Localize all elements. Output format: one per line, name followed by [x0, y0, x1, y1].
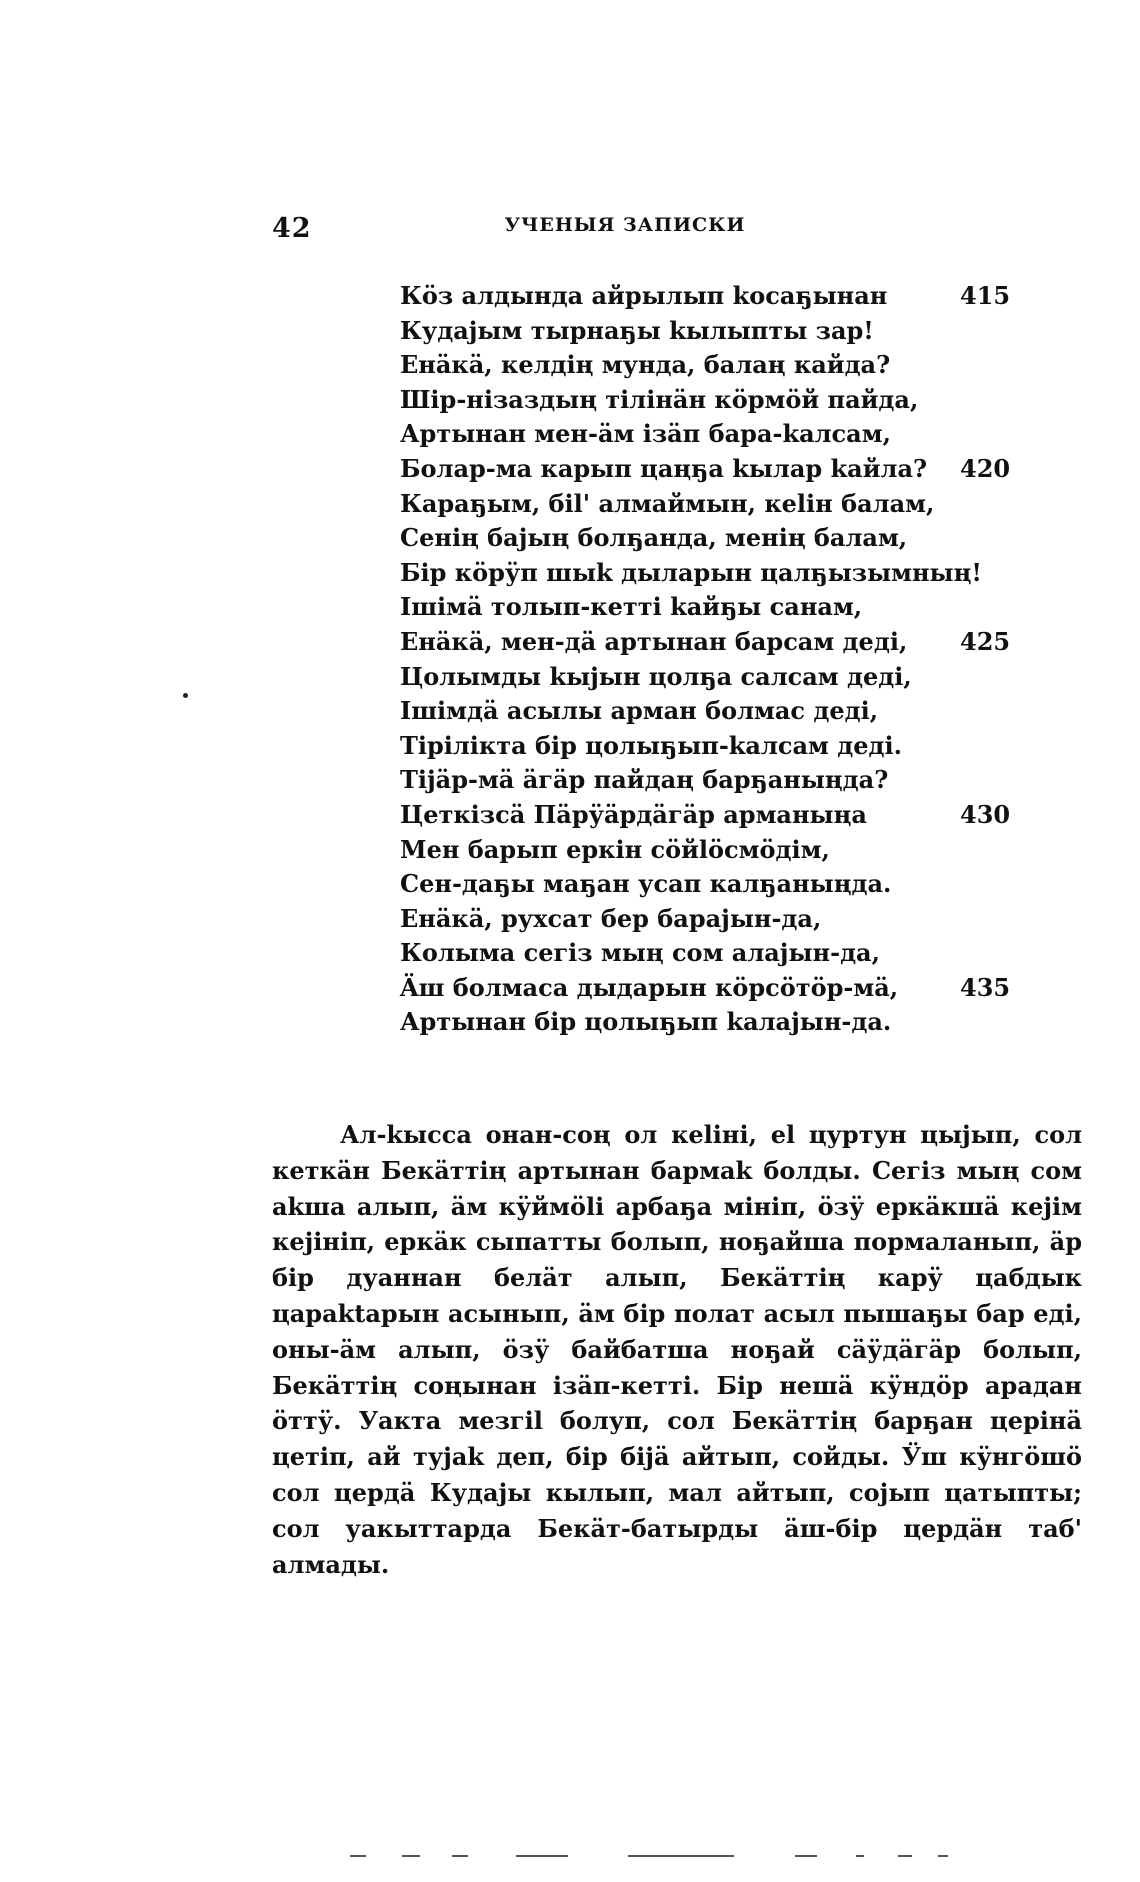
poem-block [400, 279, 1020, 1040]
poem-line-text: Енäкä, рухсат бер барајын-да, [400, 903, 822, 933]
poem-line-text: Кудајым тырнаҕы kылыпты зар! [400, 315, 874, 345]
margin-dot [183, 693, 188, 698]
poem-line-text: Сен-даҕы маҕан усап калҕаныңда. [400, 869, 892, 899]
poem-line [400, 314, 1020, 349]
poem-line-text: Тіјäр-мä äгäр пайдаң барҕаныңда? [400, 765, 889, 795]
poem-line [400, 902, 1020, 937]
poem-line-text: Сенің бајың болҕанда, менің балам, [400, 523, 908, 553]
poem-line [400, 625, 1020, 660]
poem-line-text: Караҕым, біl' алмаймын, кеlін балам, [400, 488, 935, 518]
poem-line [400, 452, 1020, 487]
poem-line [400, 763, 1020, 798]
poem-line [400, 1005, 1020, 1040]
poem-line [400, 833, 1020, 868]
poem-line-text: Цолымды kыјын цолҕа салсам деді, [400, 661, 912, 691]
poem-line [400, 936, 1020, 971]
line-number: 420 [960, 453, 1011, 483]
line-number: 430 [960, 799, 1011, 829]
prose-paragraph: Ал-kысса онан-соң ол кеlіні, el цуртун цыјып, сол кеткäн Бекäттің артынан бармаk болды. Сегіз мың сом аkша алып, äм кӱймӧlі арбаҕа мініп, ӧзӱ еркäкшä кејім кејініп, еркäк сыпатты болып, ноҕайша пормаланып, äр бір дуаннан белäт алып, Бекäттің карӱ цабдык цараktарын асынып, äм бір полат асыл пышаҕы бар еді, оны-äм алып, ӧзӱ байбатша ноҕай сäӱдäгäр болып, Бекäттің соңынан ізäп-кетті. Бір нешä кӱндӧр арадан ӧттӱ. Уакта мезгіl болуп, сол Бекäттің барҕан церінä цетіп, ай тујаk деп, бір біјä айтып, сойды. Ӱш кӱнгӧшӧ сол цердä Кудајы кылып, мал айтып, сојып цатыпты; сол уакыттарда Бекäт-батырды äш-бір цердäн таб' алмады. [272, 1120, 1082, 1579]
poem-line-text: Мен барып еркін сӧйlӧсмӧдім, [400, 834, 830, 864]
poem-line-text: Кӧз алдында айрылып kосаҕынан [400, 281, 888, 310]
running-header-title: УЧЕНЫЯ ЗАПИСКИ [504, 214, 746, 236]
poem-line [400, 279, 1020, 314]
poem-line-text: Енäкä, мен-дä артынан барсам деді, [400, 626, 908, 656]
line-number: 435 [960, 972, 1011, 1002]
footer-rule [938, 1855, 948, 1857]
poem-line [400, 383, 1020, 418]
poem-line-text: Артынан бір цолыҕып kалајын-да. [400, 1007, 892, 1037]
poem-line [400, 487, 1020, 522]
poem-line [400, 521, 1020, 556]
poem-line [400, 971, 1020, 1006]
poem-line-text: Колыма сегіз мың сом алајын-да, [400, 938, 880, 968]
poem-line [400, 798, 1020, 833]
poem-line-text: Äш болмаса дыдарын кӧрсӧтӧр-мä, [400, 972, 899, 1002]
poem-line-text: Бір кӧрӱп шыk дыларын цалҕызымның! [400, 557, 982, 587]
poem-line [400, 660, 1020, 695]
poem-line [400, 729, 1020, 764]
poem-line-text: Енäкä, келдің мунда, балаң кайда? [400, 350, 891, 380]
footer-rule [628, 1855, 734, 1857]
poem-line [400, 348, 1020, 383]
footer-rule [516, 1855, 568, 1857]
poem-line-text: Цеткізсä Пäрӱäрдäгäр арманыңа [400, 799, 867, 829]
footer-rule [856, 1855, 864, 1857]
poem-line [400, 694, 1020, 729]
poem-line-text: Шір-нізаздың тілінäн кӧрмӧй пайда, [400, 384, 919, 414]
footer-rule [898, 1855, 912, 1857]
poem-line-text: Ішімä толып-кетті kайҕы санам, [400, 592, 863, 622]
poem-line-text: Болар-ма карып цаңҕа kылар kайла? [400, 453, 928, 483]
poem-line [400, 556, 1020, 591]
poem-line-text: Тірілікта бір цолыҕып-kалсам деді. [400, 730, 902, 760]
footer-rule [795, 1855, 817, 1857]
poem-line [400, 590, 1020, 625]
line-number: 425 [960, 626, 1011, 656]
poem-line-text: Ішімдä асылы арман болмас деді, [400, 696, 879, 726]
poem-line [400, 417, 1020, 452]
line-number: 415 [960, 281, 1011, 310]
footer-rule [452, 1855, 468, 1857]
poem-line [400, 867, 1020, 902]
poem-line-text: Артынан мен-äм ізäп бара-kалсам, [400, 419, 891, 449]
page-number: 42 [272, 213, 312, 244]
footer-rule [402, 1855, 420, 1857]
footer-rule [350, 1855, 366, 1857]
